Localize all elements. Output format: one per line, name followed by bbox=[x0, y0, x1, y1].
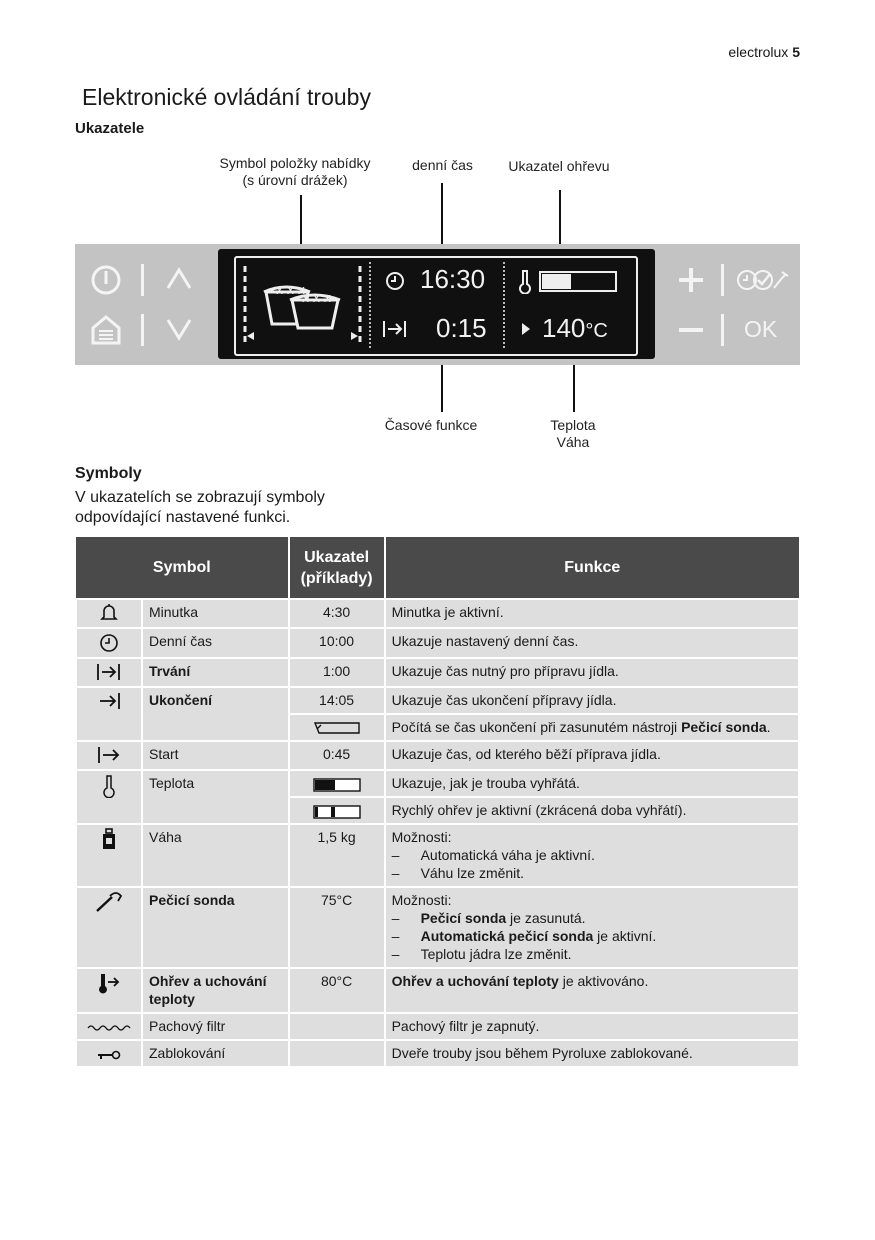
table-row bbox=[76, 741, 799, 770]
example-value: 14:05 bbox=[289, 687, 385, 714]
shelf-level-indicator bbox=[242, 262, 367, 346]
callout-temperature-weight: Teplota Váha bbox=[550, 417, 596, 450]
function-text: Ukazuje čas nutný pro přípravu jídla. bbox=[385, 658, 799, 687]
example-value: 10:00 bbox=[289, 628, 385, 657]
example-value: 1,5 kg bbox=[289, 824, 385, 887]
symbol-name: Pachový filtr bbox=[142, 1013, 289, 1040]
display-divider bbox=[503, 262, 506, 348]
divider bbox=[141, 264, 144, 296]
divider bbox=[721, 314, 724, 346]
table-row bbox=[76, 1013, 799, 1040]
table-row bbox=[76, 770, 799, 797]
function-text: Pachový filtr je zapnutý. bbox=[385, 1013, 799, 1040]
function-text: Dveře trouby jsou během Pyroluxe zablokované. bbox=[385, 1040, 799, 1067]
bell-icon bbox=[76, 599, 142, 628]
function-text: Možnosti: – Automatická váha je aktivní. – Váhu lze změnit. bbox=[385, 824, 799, 887]
ok-button[interactable]: OK bbox=[744, 316, 778, 342]
table-row bbox=[76, 968, 799, 1013]
symbol-name: Teplota bbox=[142, 770, 289, 824]
home-menu-button[interactable] bbox=[90, 314, 122, 346]
header-function: Funkce bbox=[385, 537, 799, 599]
function-text: Rychlý ohřev je aktivní (zkrácená doba vyhřátí). bbox=[385, 797, 799, 824]
callout-time-functions: Časové funkce bbox=[384, 417, 478, 433]
display-divider bbox=[369, 262, 372, 348]
example-value: 80°C bbox=[289, 968, 385, 1013]
probe-indicator bbox=[289, 714, 385, 741]
heat-bar-fill bbox=[315, 780, 335, 790]
table-row bbox=[76, 658, 799, 687]
lock-icon bbox=[76, 1040, 142, 1067]
example-value bbox=[289, 1013, 385, 1040]
svg-text:x x x: x x x bbox=[302, 291, 331, 305]
thermometer-icon bbox=[76, 770, 142, 824]
clock-icon bbox=[384, 270, 406, 292]
clock-functions-button[interactable] bbox=[736, 266, 790, 294]
symbol-name: Ohřev a uchování teploty bbox=[142, 968, 289, 1013]
display-temperature: 140°C bbox=[542, 313, 608, 343]
heat-indicator-fill bbox=[542, 274, 571, 289]
thermometer-icon bbox=[517, 268, 533, 294]
function-text: Ukazuje čas, od kterého běží příprava jídla. bbox=[385, 741, 799, 770]
list-item: – Pečicí sonda je zasunutá. bbox=[391, 910, 586, 927]
end-time-icon bbox=[76, 687, 142, 741]
plus-icon bbox=[677, 266, 705, 294]
function-text: Možnosti: – Pečicí sonda je zasunutá. – Automatická pečicí sonda je aktivní. – Teplotu jádra lze změnit. bbox=[385, 887, 799, 968]
svg-text:x x x: x x x bbox=[276, 283, 305, 297]
fast-heat-bar-example bbox=[289, 797, 385, 824]
page-number: 5 bbox=[792, 44, 800, 60]
weight-icon bbox=[76, 824, 142, 887]
divider bbox=[721, 264, 724, 296]
example-value: 4:30 bbox=[289, 599, 385, 628]
divider bbox=[141, 314, 144, 346]
symbol-name: Zablokování bbox=[142, 1040, 289, 1067]
clock-check-probe-icon bbox=[736, 266, 790, 294]
example-value: 75°C bbox=[289, 887, 385, 968]
probe-indicator-icon bbox=[313, 720, 361, 736]
example-value bbox=[289, 1040, 385, 1067]
chevron-up-icon bbox=[165, 264, 193, 294]
odour-filter-icon bbox=[76, 1013, 142, 1040]
minus-icon bbox=[677, 316, 705, 344]
symbol-name: Ukončení bbox=[142, 687, 289, 741]
section-heading-display: Ukazatele bbox=[75, 120, 145, 137]
function-text: Ohřev a uchování teploty je aktivováno. bbox=[385, 968, 799, 1013]
callout-clock: denní čas bbox=[412, 157, 473, 173]
baking-tins-icon bbox=[242, 262, 367, 346]
brand-name: electrolux bbox=[728, 44, 789, 60]
play-icon bbox=[520, 320, 532, 338]
header-example: Ukazatel (příklady) bbox=[289, 537, 385, 599]
keep-warm-icon bbox=[76, 968, 142, 1013]
symbols-table bbox=[75, 537, 800, 1068]
table-header-row bbox=[76, 537, 799, 599]
symbol-name: Start bbox=[142, 741, 289, 770]
symbol-name: Denní čas bbox=[142, 628, 289, 657]
oven-menu-icon bbox=[90, 314, 122, 346]
function-text: Minutka je aktivní. bbox=[385, 599, 799, 628]
function-text: Ukazuje čas ukončení přípravy jídla. bbox=[385, 687, 799, 714]
symbol-name: Trvání bbox=[142, 658, 289, 687]
probe-icon bbox=[76, 887, 142, 968]
list-item: – Teplotu jádra lze změnit. bbox=[391, 946, 572, 963]
symbol-name: Váha bbox=[142, 824, 289, 887]
callout-menu-symbol: Symbol položky nabídky (s úrovní drážek) bbox=[219, 155, 371, 188]
table-row bbox=[76, 687, 799, 714]
power-button[interactable] bbox=[90, 264, 122, 296]
up-button[interactable] bbox=[165, 264, 193, 294]
heat-bar-example bbox=[289, 770, 385, 797]
display-duration: 0:15 bbox=[436, 313, 487, 343]
example-value: 0:45 bbox=[289, 741, 385, 770]
header-symbol: Symbol bbox=[76, 537, 289, 599]
symbol-name: Minutka bbox=[142, 599, 289, 628]
clock-icon bbox=[76, 628, 142, 657]
intro-text: V ukazatelích se zobrazují symboly odpovídající nastavené funkci. bbox=[75, 489, 325, 526]
function-text: Ukazuje nastavený denní čas. bbox=[385, 628, 799, 657]
table-row bbox=[76, 599, 799, 628]
table-row bbox=[76, 1040, 799, 1067]
duration-icon bbox=[76, 658, 142, 687]
callout-heat: Ukazatel ohřevu bbox=[508, 158, 610, 174]
plus-button[interactable] bbox=[677, 266, 705, 294]
example-value: 1:00 bbox=[289, 658, 385, 687]
chevron-down-icon bbox=[165, 314, 193, 344]
list-item: – Váhu lze změnit. bbox=[391, 865, 525, 882]
function-text: Ukazuje, jak je trouba vyhřátá. bbox=[385, 770, 799, 797]
display-time: 16:30 bbox=[420, 264, 486, 294]
table-row bbox=[76, 628, 799, 657]
table-row bbox=[76, 887, 799, 968]
power-icon bbox=[90, 264, 122, 296]
list-item: – Automatická váha je aktivní. bbox=[391, 847, 595, 864]
page-header bbox=[728, 44, 800, 60]
fast-heat-bar-fill bbox=[331, 807, 335, 817]
down-button[interactable] bbox=[165, 314, 193, 344]
function-text: Počítá se čas ukončení při zasunutém nástroji Pečicí sonda. bbox=[385, 714, 799, 741]
section-heading-symbols: Symboly bbox=[75, 465, 142, 482]
duration-icon bbox=[382, 318, 408, 340]
start-time-icon bbox=[76, 741, 142, 770]
table-row bbox=[76, 824, 799, 887]
symbol-name: Pečicí sonda bbox=[142, 887, 289, 968]
heat-indicator-bar bbox=[539, 271, 617, 292]
list-item: – Automatická pečicí sonda je aktivní. bbox=[391, 928, 657, 945]
page-title: Elektronické ovládání trouby bbox=[82, 84, 371, 110]
minus-button[interactable] bbox=[677, 316, 705, 344]
